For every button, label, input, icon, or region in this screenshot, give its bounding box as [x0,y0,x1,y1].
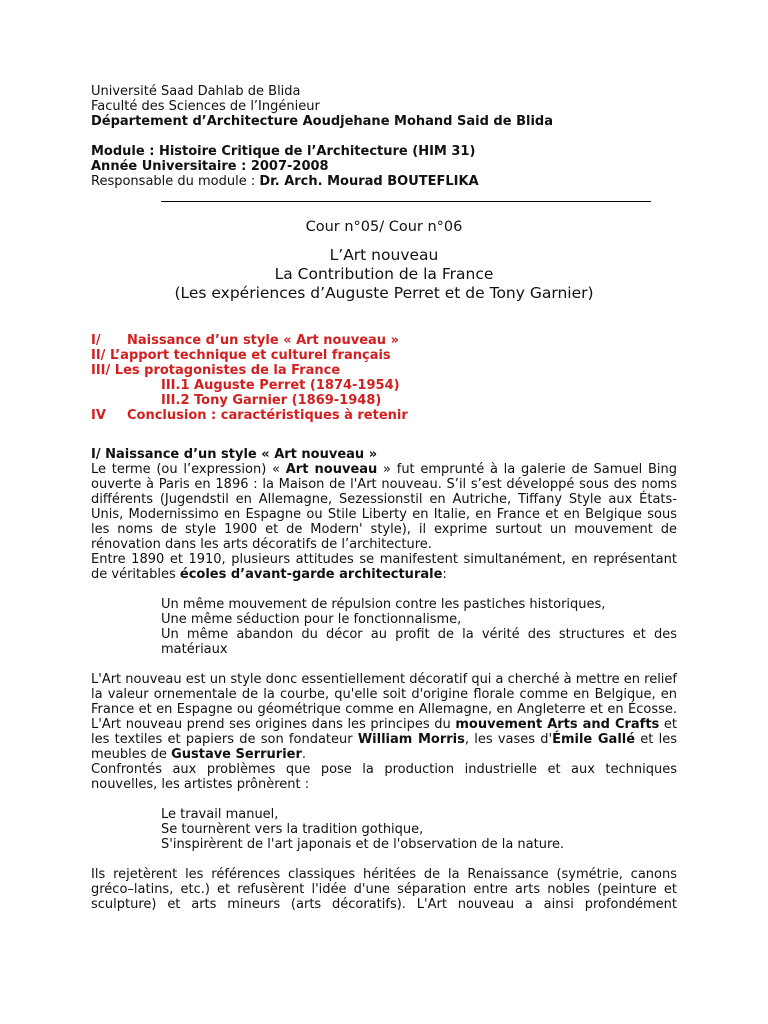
toc-item-iii-2: III.2 Tony Garnier (1869-1948) [161,393,382,408]
title-block [91,218,677,303]
p1-line: les noms de style 1900 et de Modern' style), il exprime surtout un mouvement de [91,522,677,537]
p5-line: gréco–latins, etc.) et refusèrent l'idée d'une séparation entre arts nobles (peinture et [91,882,677,897]
document-page [91,84,677,912]
p3-line: L'Art nouveau est un style donc essentiellement décoratif qui a cherché à mettre en relief [91,672,677,687]
p3-term: mouvement Arts and Crafts [455,717,660,732]
p4-line: Confrontés aux problèmes que pose la production industrielle et aux techniques [91,762,677,777]
p1-text-c: » fut emprunté à la galerie de Samuel Bing [377,462,677,477]
paragraph-5 [91,867,677,912]
list-item: S'inspirèrent de l'art japonais et de l'observation de la nature. [161,837,565,852]
university-name: Université Saad Dahlab de Blida [91,84,301,99]
p3-text: meubles de [91,747,172,762]
header-block [91,84,677,189]
p3-text: . [301,747,307,762]
p1-line [91,462,677,477]
paragraph-2 [91,552,677,582]
faculty-name: Faculté des Sciences de l’Ingénieur [91,99,320,114]
list-item: Une même séduction pour le fonctionnalisme, [161,612,462,627]
toc-item-i [91,333,677,348]
list-1 [91,597,677,657]
department-name: Département d’Architecture Aoudjehane Mohand Said de Blida [91,114,553,129]
section-heading: I/ Naissance d’un style « Art nouveau » [91,447,378,462]
course-number: Cour n°05/ Cour n°06 [305,219,463,235]
p1-term: Art nouveau [285,462,378,477]
list-item: Un même mouvement de répulsion contre les pastiches historiques, [161,597,606,612]
p3-name-galle: Émile Gallé [552,732,636,747]
toc-item-iii-1: III.1 Auguste Perret (1874-1954) [161,378,400,393]
p3-text: et les [635,732,677,747]
paragraph-4 [91,762,677,792]
title-line-1: L’Art nouveau [329,246,439,264]
toc-item-iii: III/ Les protagonistes de la France [91,363,341,378]
p3-text: , les vases d' [464,732,553,747]
toc-text-i: Naissance d’un style « Art nouveau » [127,333,399,348]
module-name: Module : Histoire Critique de l’Architecture (HIM 31) [91,144,476,159]
responsible-label: Responsable du module : [91,174,260,189]
toc-item-ii: II/ L’apport technique et culturel français [91,348,391,363]
p3-line [91,732,677,747]
p1-line: différents (Jugendstil en Allemagne, Sezessionstil en Autriche, Tiffany Style aux États- [91,492,677,507]
p1-text-a: Le terme (ou l’expression) « [91,462,286,477]
p3-text: L'Art nouveau prend ses origines dans les principes du [91,717,456,732]
p3-text: et [659,717,677,732]
list-item: Le travail manuel, [161,807,279,822]
paragraph-3 [91,672,677,762]
list-item: Un même abandon du décor au profit de la vérité des structures et des [161,627,677,642]
p3-line: la valeur ornementale de la courbe, qu'elle soit d'origine florale comme en Belgique, en [91,687,677,702]
p3-name-serrurier: Gustave Serrurier [171,747,302,762]
p2-term: écoles d’avant-garde architecturale [179,567,443,582]
horizontal-divider [161,201,651,202]
p2-line [91,567,677,582]
toc-item-iv [91,408,677,423]
toc-num-iv: IV [91,408,106,423]
p3-line [91,717,677,732]
p4-line: nouvelles, les artistes prônèrent : [91,777,310,792]
p5-line: Ils rejetèrent les références classiques héritées de la Renaissance (symétrie, canons [91,867,677,882]
table-of-contents [91,333,677,423]
p3-text: les textiles et papiers de son fondateur [91,732,358,747]
p2-text-a: de véritables [91,567,180,582]
p1-line: Unis, Modernissimo en Espagne ou Stile Liberty en Italie, en France et en Belgique sous [91,507,677,522]
p2-text-c: : [442,567,447,582]
list-2 [91,807,677,852]
p3-line [91,747,677,762]
p5-line: sculpture) et arts mineurs (arts décoratifs). L'Art nouveau a ainsi profondément [91,897,677,912]
academic-year: Année Universitaire : 2007-2008 [91,159,329,174]
p3-line: France et en Espagne ou géométrique comme en Allemagne, en Angleterre et en Écosse. [91,702,677,717]
title-line-3: (Les expériences d’Auguste Perret et de Tony Garnier) [174,284,594,302]
paragraph-1 [91,462,677,552]
list-item: Se tournèrent vers la tradition gothique, [161,822,424,837]
toc-text-iv: Conclusion : caractéristiques à retenir [127,408,408,423]
title-line-2: La Contribution de la France [274,265,494,283]
p1-line: ouverte à Paris en 1896 : la Maison de l'Art nouveau. S’il s’est développé sous des noms [91,477,677,492]
responsible-name: Dr. Arch. Mourad BOUTEFLIKA [259,174,479,189]
module-responsible [91,174,677,189]
toc-num-i: I/ [91,333,101,348]
list-item: matériaux [161,642,228,657]
p2-line: Entre 1890 et 1910, plusieurs attitudes se manifestent simultanément, en représentant [91,552,677,567]
p1-line: rénovation dans les arts décoratifs de l’architecture. [91,537,432,552]
p3-name-morris: William Morris [357,732,465,747]
